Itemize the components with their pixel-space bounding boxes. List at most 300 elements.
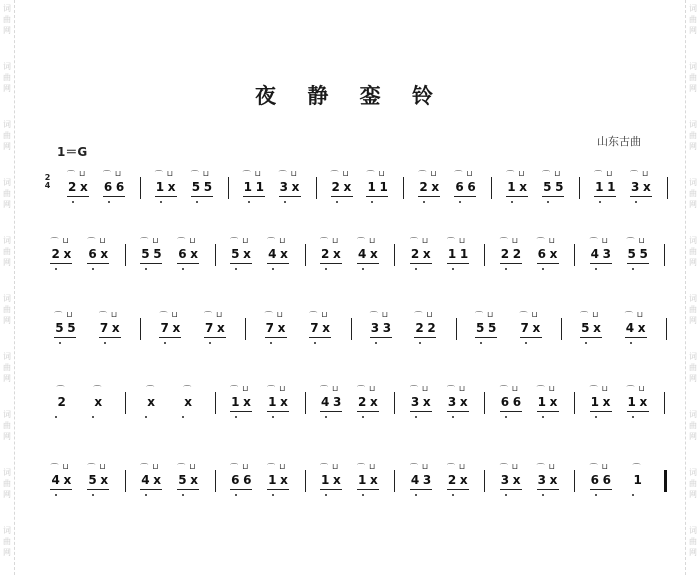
octave-dot	[415, 494, 417, 496]
watermark-char: 词	[3, 410, 11, 419]
ornament-mark: ⌒	[54, 311, 63, 320]
beam-underline	[594, 196, 616, 197]
octave-dot	[164, 342, 166, 344]
note: 2	[447, 473, 457, 487]
watermark-char: 网	[3, 316, 11, 325]
barline	[245, 318, 246, 340]
beam-underline	[320, 489, 342, 490]
measure	[394, 232, 484, 292]
measure	[215, 458, 305, 518]
beam-underline	[627, 263, 649, 264]
ornament-mark: ⌒	[278, 170, 287, 179]
ornament-mark: ⌒	[87, 237, 96, 246]
watermark-char: 网	[3, 26, 11, 35]
ornament-mark: ⊔	[368, 462, 376, 471]
ornament-mark: ⊔	[601, 236, 608, 245]
note: x	[153, 473, 162, 487]
beam-underline	[414, 337, 436, 338]
note: 4	[590, 247, 599, 261]
octave-dot	[632, 268, 634, 270]
note: x	[190, 473, 198, 487]
octave-dot	[182, 416, 184, 418]
beam-underline	[366, 196, 388, 197]
ornament-mark: ⊔	[368, 236, 376, 245]
barline	[316, 177, 317, 199]
watermark-char: 网	[3, 548, 11, 557]
ornament-mark: ⊔	[166, 169, 174, 178]
ornament-mark: ⊔	[430, 169, 437, 178]
ornament-mark: ⌒	[499, 385, 508, 394]
note: x	[111, 321, 120, 335]
beam-underline	[331, 196, 353, 197]
octave-dot	[108, 201, 110, 203]
note: 6	[512, 395, 522, 409]
beam-underline	[159, 337, 181, 338]
note: x	[333, 473, 341, 487]
note: x	[291, 180, 300, 194]
ornament-mark: ⌒	[369, 311, 378, 320]
note: x	[243, 247, 251, 261]
watermark-char: 词	[689, 410, 697, 419]
watermark-char: 网	[3, 142, 11, 151]
ornament-mark: ⊔	[518, 169, 525, 178]
octave-dot	[196, 201, 198, 203]
watermark-char: 网	[689, 490, 697, 499]
ornament-mark: ⊔	[601, 462, 608, 471]
note: 1	[537, 395, 547, 409]
beam-underline	[500, 263, 522, 264]
note: 3	[447, 395, 457, 409]
ornament-mark: ⌒	[264, 311, 273, 320]
note: 4	[410, 473, 420, 487]
barline	[140, 177, 141, 199]
note: 3	[279, 180, 288, 194]
ornament-mark: ⊔	[511, 384, 518, 393]
ornament-mark: ⌒	[626, 237, 635, 246]
ornament-mark: ⌒	[330, 170, 339, 179]
ornament-mark: ⊔	[548, 462, 555, 471]
barline	[125, 244, 126, 266]
measure	[574, 232, 664, 292]
beam-underline	[140, 489, 162, 490]
octave-dot	[542, 494, 544, 496]
note: x	[549, 473, 558, 487]
ornament-mark: ⊔	[458, 462, 466, 471]
note: x	[593, 321, 601, 335]
ornament-mark: ⊔	[548, 384, 555, 393]
ornament-mark: ⌒	[146, 385, 155, 394]
note: 6	[243, 473, 252, 487]
ornament-mark: ⌒	[267, 385, 276, 394]
note: 6	[590, 473, 599, 487]
watermark-char: 网	[3, 374, 11, 383]
ornament-mark: ⌒	[154, 170, 163, 179]
note: 1	[595, 180, 604, 194]
octave-dot	[270, 342, 272, 344]
ornament-mark: ⌒	[446, 385, 455, 394]
octave-dot	[325, 494, 327, 496]
barline	[125, 392, 126, 414]
watermark-char: 曲	[689, 363, 697, 372]
note: 1	[633, 473, 642, 487]
measure	[316, 165, 404, 225]
measure	[561, 306, 666, 366]
barline	[667, 177, 668, 199]
barline	[394, 244, 395, 266]
watermark-char: 曲	[689, 189, 697, 198]
ornament-mark: ⌒	[519, 311, 528, 320]
measure	[305, 458, 395, 518]
ornament-mark: ⌒	[589, 237, 598, 246]
octave-dot	[182, 494, 184, 496]
ornament-mark: ⌒	[320, 237, 329, 246]
octave-dot	[104, 342, 106, 344]
barline	[215, 470, 216, 492]
octave-dot	[55, 494, 57, 496]
ornament-mark: ⌒	[366, 170, 375, 179]
ornament-mark: ⊔	[279, 236, 286, 245]
note: 2	[321, 247, 330, 261]
ornament-mark: ⌒	[309, 311, 318, 320]
barline	[228, 177, 229, 199]
octave-dot	[284, 201, 286, 203]
beam-underline	[230, 263, 252, 264]
note: 7	[160, 321, 169, 335]
note: x	[431, 180, 440, 194]
note: x	[637, 321, 646, 335]
barline	[664, 244, 665, 266]
note: x	[63, 473, 72, 487]
ornament-mark: ⊔	[332, 462, 339, 471]
key-signature: 1＝G	[57, 145, 88, 159]
note: x	[369, 473, 378, 487]
octave-dot	[209, 342, 211, 344]
ornament-mark: ⊔	[421, 462, 429, 471]
note: x	[217, 321, 225, 335]
ornament-mark: ⊔	[202, 169, 209, 178]
watermark-char: 曲	[3, 537, 11, 546]
note: 1	[357, 473, 367, 487]
ornament-mark: ⊔	[378, 169, 385, 178]
barline	[561, 318, 562, 340]
watermark-char: 词	[689, 526, 697, 535]
barline	[574, 470, 575, 492]
beam-underline	[447, 263, 469, 264]
watermark-char: 曲	[3, 479, 11, 488]
watermark-char: 曲	[3, 363, 11, 372]
ornament-mark: ⌒	[630, 170, 639, 179]
octave-dot	[452, 416, 454, 418]
ornament-mark: ⌒	[446, 237, 455, 246]
ornament-mark: ⊔	[466, 169, 473, 178]
watermark-char: 曲	[3, 131, 11, 140]
note: 3	[410, 395, 420, 409]
octave-dot	[423, 201, 425, 203]
octave-dot	[362, 416, 364, 418]
watermark-char: 网	[689, 200, 697, 209]
watermark-char: 词	[689, 120, 697, 129]
note: 1	[155, 180, 165, 194]
note: x	[243, 395, 251, 409]
beam-underline	[630, 196, 652, 197]
score-row	[0, 458, 645, 518]
ornament-mark: ⌒	[87, 463, 96, 472]
note: x	[422, 247, 431, 261]
octave-dot	[235, 416, 237, 418]
ornament-mark: ⊔	[66, 310, 73, 319]
octave-dot	[72, 201, 74, 203]
ornament-mark: ⌒	[418, 170, 427, 179]
note: x	[280, 395, 288, 409]
beam-underline	[265, 337, 287, 338]
ornament-mark: ⊔	[554, 169, 561, 178]
beam-underline	[320, 263, 342, 264]
measure	[579, 165, 667, 225]
note: 5	[203, 180, 213, 194]
ornament-mark: ⌒	[50, 463, 59, 472]
octave-dot	[92, 494, 94, 496]
ornament-mark: ⌒	[409, 237, 418, 246]
octave-dot	[505, 268, 507, 270]
beam-underline	[537, 411, 559, 412]
note: x	[532, 321, 541, 335]
beam-underline	[155, 196, 177, 197]
ornament-mark: ⊔	[189, 462, 196, 471]
ornament-mark: ⊔	[99, 236, 106, 245]
note: x	[100, 247, 109, 261]
beam-underline	[357, 263, 379, 264]
ornament-mark: ⊔	[152, 462, 159, 471]
barline	[351, 318, 352, 340]
watermark-char: 词	[3, 178, 11, 187]
measure	[484, 458, 574, 518]
note: x	[280, 247, 288, 261]
note: 6	[602, 473, 611, 487]
ornament-mark: ⌒	[320, 463, 329, 472]
ornament-mark: ⌒	[474, 311, 483, 320]
note: 6	[467, 180, 476, 194]
beam-underline	[230, 411, 252, 412]
ornament-mark: ⊔	[511, 236, 518, 245]
note: 5	[487, 321, 497, 335]
beam-underline	[537, 263, 559, 264]
note: x	[602, 395, 611, 409]
ornament-mark: ⌒	[356, 463, 365, 472]
note: x	[549, 247, 558, 261]
note: x	[184, 395, 192, 409]
watermark-char: 词	[689, 352, 697, 361]
ornament-mark: ⊔	[458, 384, 466, 393]
measure	[125, 380, 215, 440]
octave-dot	[415, 268, 417, 270]
beam-underline	[230, 489, 252, 490]
beam-underline	[103, 196, 125, 197]
octave-dot	[415, 416, 417, 418]
octave-dot	[272, 268, 274, 270]
ornament-mark: ⌒	[177, 463, 186, 472]
note: 1	[590, 395, 599, 409]
ornament-mark: ⊔	[279, 462, 286, 471]
barline	[579, 177, 580, 199]
ornament-mark: ⌒	[536, 237, 545, 246]
measure	[245, 306, 350, 366]
ornament-mark: ⌒	[356, 385, 365, 394]
ornament-mark: ⌒	[267, 463, 276, 472]
watermark-char: 网	[689, 374, 697, 383]
beam-underline	[590, 411, 612, 412]
note: 5	[639, 247, 648, 261]
note: x	[167, 180, 176, 194]
watermark-char: 曲	[689, 537, 697, 546]
note: 7	[205, 321, 214, 335]
beam-underline	[506, 196, 528, 197]
note: 5	[627, 247, 636, 261]
note: 6	[103, 180, 113, 194]
watermark-char: 网	[3, 258, 11, 267]
note: 2	[51, 247, 60, 261]
octave-dot	[362, 268, 364, 270]
note: 7	[520, 321, 529, 335]
beam-underline	[50, 489, 72, 490]
beam-underline	[500, 411, 522, 412]
barline	[484, 470, 485, 492]
watermark-char: 网	[689, 258, 697, 267]
ornament-mark: ⌒	[242, 170, 251, 179]
barline	[491, 177, 492, 199]
measure	[35, 306, 140, 366]
note: 2	[419, 180, 428, 194]
barline	[305, 392, 306, 414]
measure	[484, 380, 574, 440]
octave-dot	[547, 201, 549, 203]
ornament-mark: ⌒	[454, 170, 463, 179]
note: 5	[231, 247, 240, 261]
ornament-mark: ⊔	[531, 310, 538, 319]
octave-dot	[375, 342, 377, 344]
note: x	[369, 247, 378, 261]
ornament-mark: ⌒	[506, 170, 515, 179]
beam-underline	[320, 411, 342, 412]
note: x	[100, 473, 109, 487]
ornament-mark: ⌒	[140, 463, 149, 472]
octave-dot	[145, 268, 147, 270]
barline	[125, 470, 126, 492]
ornament-mark: ⊔	[254, 169, 261, 178]
ornament-mark: ⊔	[99, 462, 106, 471]
note: x	[322, 321, 330, 335]
beam-underline	[267, 411, 289, 412]
note: x	[369, 395, 378, 409]
measure	[456, 306, 561, 366]
octave-dot	[325, 268, 327, 270]
ornament-mark: ⌒	[409, 463, 418, 472]
measure	[52, 165, 140, 225]
beam-underline	[542, 196, 564, 197]
ornament-mark: ⌒	[414, 311, 423, 320]
note: x	[277, 321, 286, 335]
ornament-mark: ⊔	[110, 310, 118, 319]
octave-dot	[272, 494, 274, 496]
note: x	[459, 395, 468, 409]
note: 6	[231, 473, 240, 487]
note: 3	[382, 321, 392, 335]
beam-underline	[204, 337, 226, 338]
note: 5	[153, 247, 162, 261]
note: 5	[67, 321, 76, 335]
note: 2	[357, 395, 367, 409]
beam-underline	[279, 196, 301, 197]
watermark-char: 词	[3, 294, 11, 303]
measure	[215, 232, 305, 292]
beam-underline	[627, 411, 649, 412]
measure	[140, 306, 245, 366]
watermark-char: 词	[689, 236, 697, 245]
barline	[215, 244, 216, 266]
note: 1	[607, 180, 616, 194]
note: 4	[321, 395, 330, 409]
score-row	[0, 306, 645, 366]
beam-underline	[267, 489, 289, 490]
octave-dot	[585, 342, 587, 344]
note: 2	[512, 247, 522, 261]
ornament-mark: ⊔	[332, 236, 339, 245]
note: 1	[243, 180, 253, 194]
note: 2	[57, 395, 66, 409]
note: 3	[422, 473, 432, 487]
ornament-mark: ⊔	[78, 169, 86, 178]
ornament-mark: ⊔	[368, 384, 376, 393]
octave-dot	[419, 342, 421, 344]
octave-dot	[505, 494, 507, 496]
barline	[305, 244, 306, 266]
ornament-mark: ⌒	[183, 385, 192, 394]
octave-dot	[632, 416, 634, 418]
watermark-char: 词	[689, 468, 697, 477]
octave-dot	[595, 494, 597, 496]
note: x	[519, 180, 527, 194]
ornament-mark: ⊔	[276, 310, 283, 319]
octave-dot	[362, 494, 364, 496]
octave-dot	[371, 201, 373, 203]
barline	[140, 318, 141, 340]
octave-dot	[59, 342, 61, 344]
final-barline	[664, 470, 667, 492]
ornament-mark: ⊔	[242, 236, 249, 245]
watermark-char: 曲	[3, 73, 11, 82]
note: 6	[178, 247, 187, 261]
watermark-char: 曲	[689, 479, 697, 488]
ornament-mark: ⊔	[642, 169, 649, 178]
beam-underline	[87, 489, 109, 490]
note: 3	[500, 473, 510, 487]
ornament-mark: ⌒	[320, 385, 329, 394]
score-row	[0, 380, 648, 440]
watermark-char: 曲	[3, 305, 11, 314]
note: x	[512, 473, 521, 487]
watermark-char: 网	[689, 142, 697, 151]
ornament-mark: ⊔	[242, 462, 249, 471]
ornament-mark: ⌒	[93, 385, 102, 394]
beam-underline	[500, 489, 522, 490]
ornament-mark: ⌒	[356, 237, 365, 246]
beam-underline	[625, 337, 647, 338]
note: 6	[455, 180, 464, 194]
beam-underline	[50, 263, 72, 264]
octave-dot	[160, 201, 162, 203]
ornament-mark: ⌒	[190, 170, 199, 179]
note: 1	[231, 395, 240, 409]
beam-underline	[590, 489, 612, 490]
